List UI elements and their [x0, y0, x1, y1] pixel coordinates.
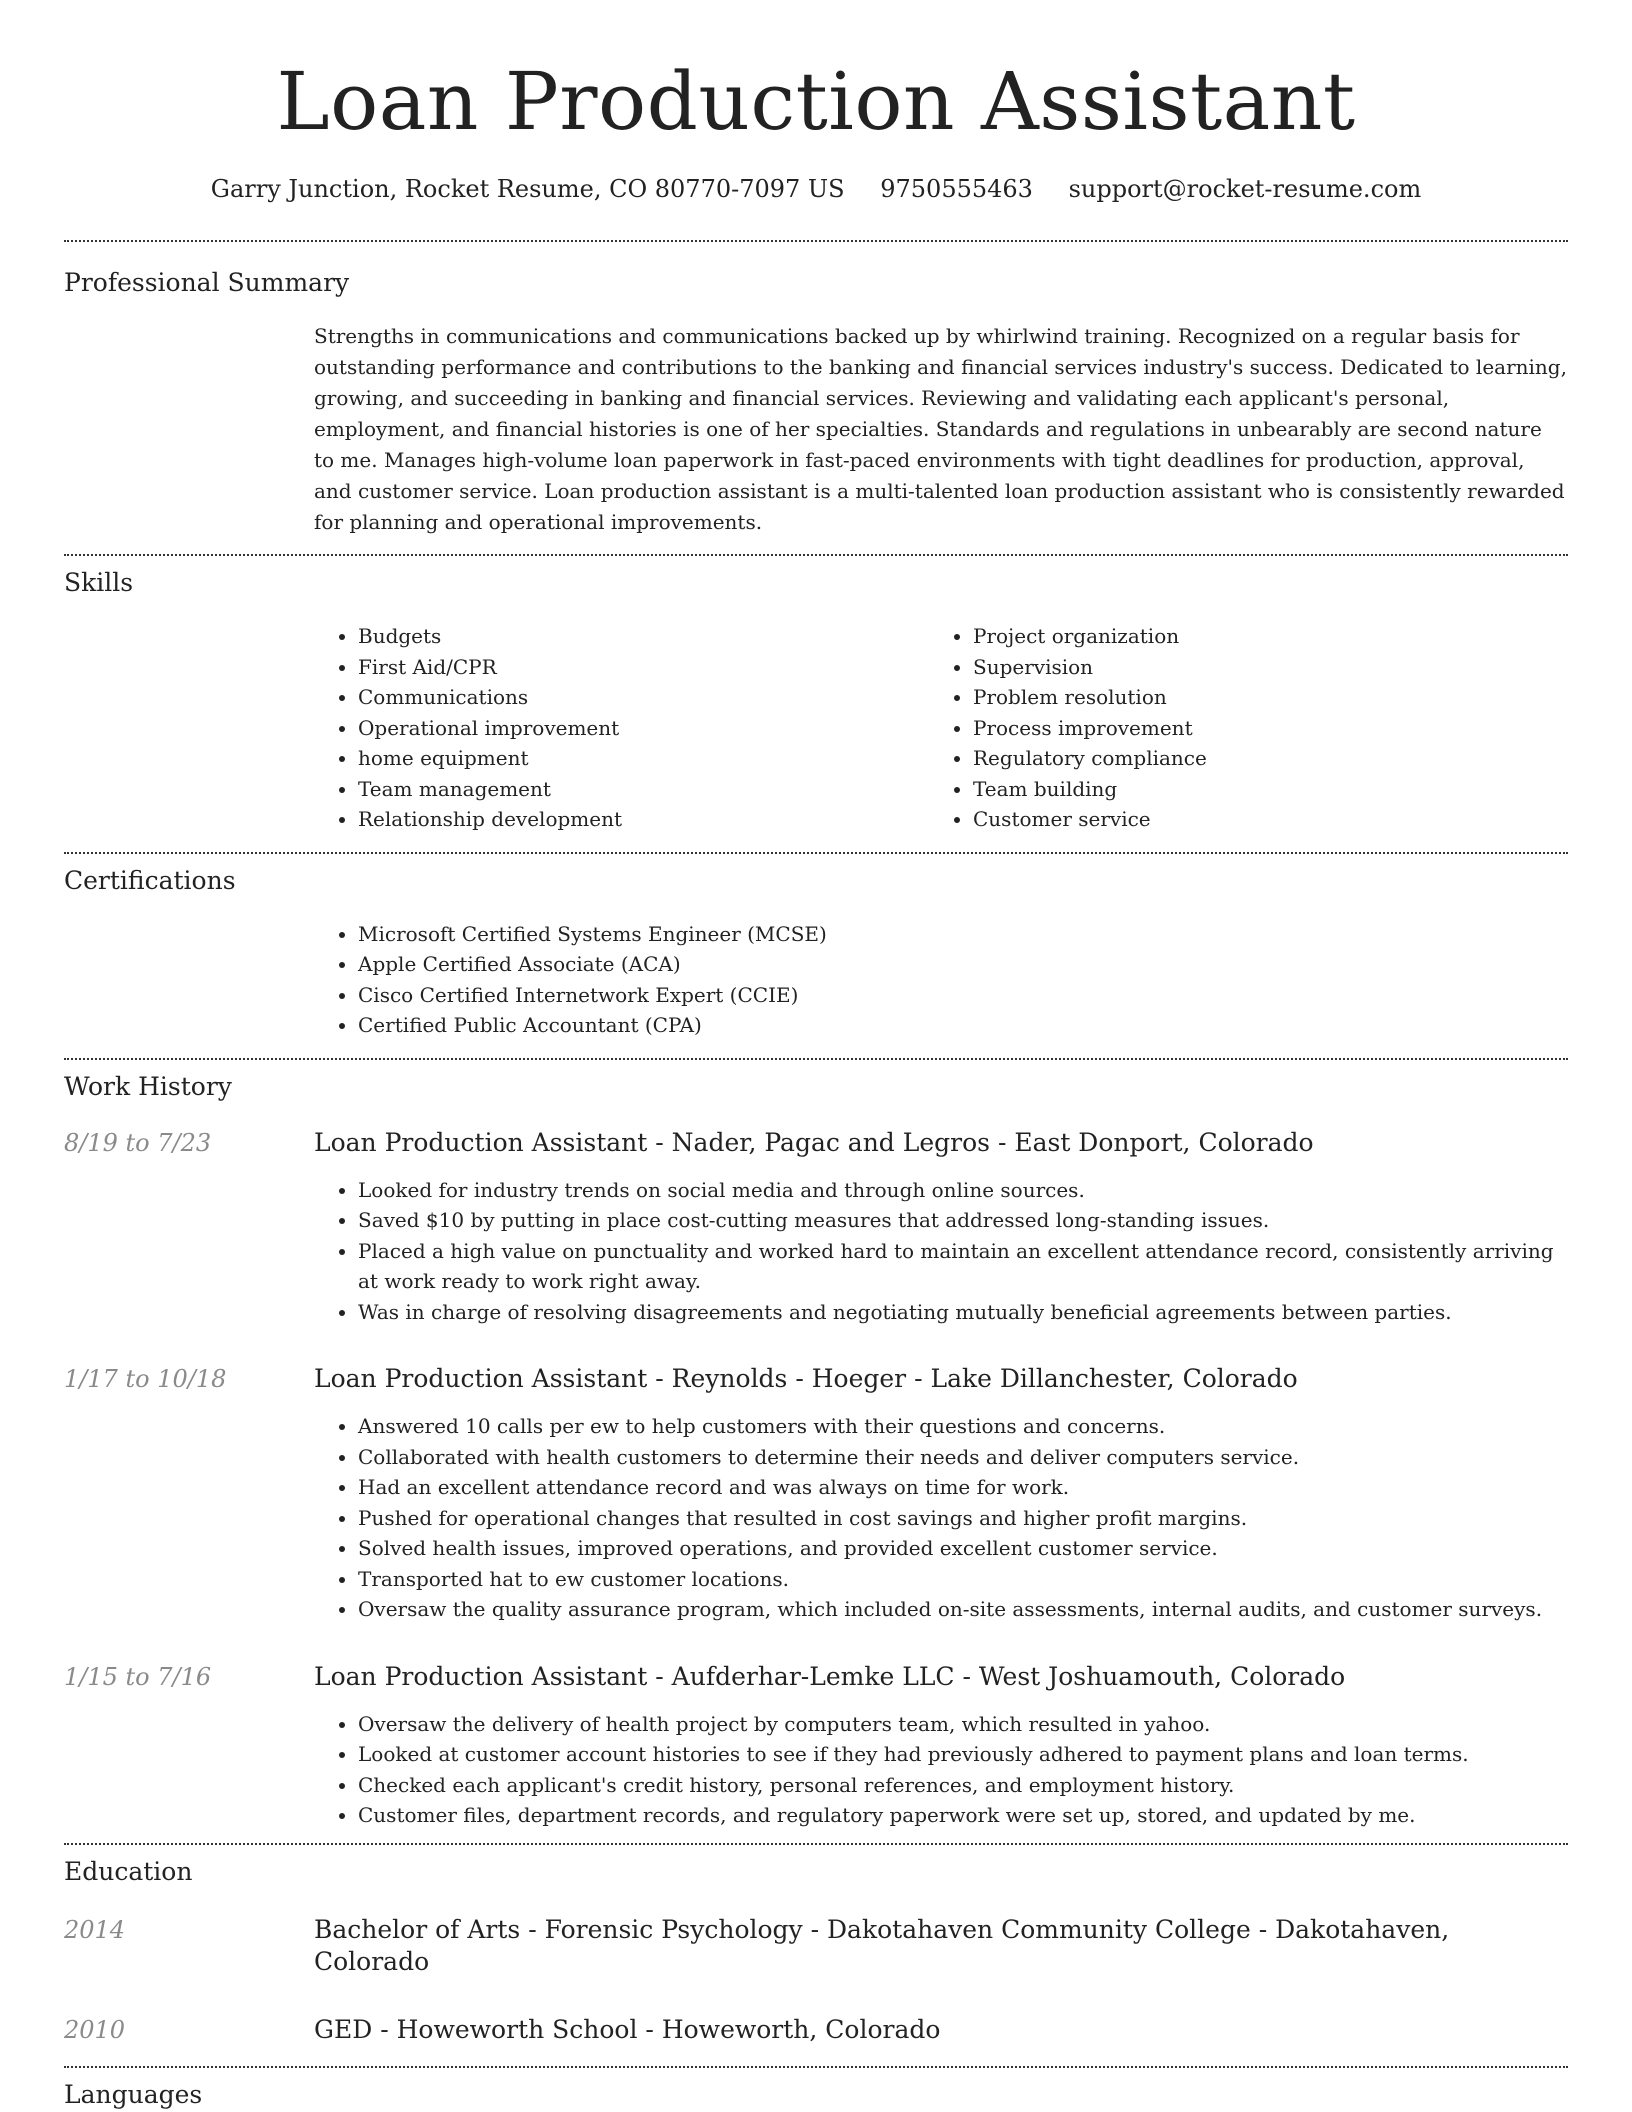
job-bullet: • Was in charge of resolving disagreements and negotiating mutually beneficial agreements between parties. — [358, 1297, 1568, 1328]
contact-email: support@rocket-resume.com — [1068, 175, 1422, 203]
certification-item: • Certified Public Accountant (CPA) — [358, 1010, 1568, 1041]
skill-item: • Team building — [973, 774, 1544, 805]
job-dates: 1/17 to 10/18 — [64, 1365, 227, 1393]
section-title-languages: Languages — [64, 2079, 203, 2109]
certification-item: • Microsoft Certified Systems Engineer (MCSE) — [358, 919, 1568, 950]
section-title-work-history: Work History — [64, 1071, 232, 1101]
section-title-skills: Skills — [64, 568, 134, 597]
job-bullet: • Transported hat to ew customer locations. — [358, 1564, 1568, 1595]
job-bullet: • Looked for industry trends on social media and through online sources. — [358, 1175, 1568, 1206]
education-year: 2010 — [64, 2015, 126, 2044]
section-title-certifications: Certifications — [64, 865, 236, 895]
job-dates: 8/19 to 7/23 — [64, 1128, 212, 1157]
education-text: Bachelor of Arts - Forensic Psychology - Dakotahaven Community College - Dakotahaven, Colorado — [314, 1914, 1450, 1976]
work-history-section — [64, 1060, 1568, 1831]
job-bullet: • Oversaw the quality assurance program, which included on-site assessments, internal audits, and customer surveys. — [358, 1594, 1568, 1625]
job-position: Loan Production Assistant — [314, 1364, 648, 1393]
skills-column-left — [314, 621, 929, 835]
job-position: Loan Production Assistant — [314, 1127, 648, 1157]
job-bullet: • Solved health issues, improved operations, and provided excellent customer service. — [358, 1533, 1568, 1564]
job-bullet: • Had an excellent attendance record and was always on time for work. — [358, 1472, 1568, 1503]
contact-phone: 9750555463 — [880, 175, 1033, 203]
skill-item: • Customer service — [973, 804, 1544, 835]
skill-item: • Team management — [358, 774, 929, 805]
resume-title: Loan Production Assistant — [276, 55, 1356, 148]
skill-item: • Communications — [358, 682, 929, 713]
job-bullet: • Collaborated with health customers to determine their needs and deliver computers service. — [358, 1442, 1568, 1473]
skill-item: • Regulatory compliance — [973, 743, 1544, 774]
job-heading — [314, 1661, 1568, 1693]
section-title-summary: Professional Summary — [64, 268, 350, 297]
job-details: - Reynolds - Hoeger - Lake Dillanchester, Colorado — [647, 1364, 1298, 1393]
skills-section — [64, 556, 1568, 835]
job-bullet: • Saved $10 by putting in place cost-cutting measures that addressed long-standing issues. — [358, 1205, 1568, 1236]
skills-column-right — [929, 621, 1544, 835]
job-bullet: • Placed a high value on punctuality and worked hard to maintain an excellent attendance record, consistently arriving at work ready to work right away. — [358, 1236, 1568, 1297]
job-entry — [64, 1661, 1568, 1831]
skill-item: • Supervision — [973, 652, 1544, 683]
skill-item: • home equipment — [358, 743, 929, 774]
skill-item: • Problem resolution — [973, 682, 1544, 713]
contact-line — [64, 174, 1568, 204]
job-bullet: • Looked at customer account histories to see if they had previously adhered to payment plans and loan terms. — [358, 1739, 1568, 1770]
education-entry — [64, 2014, 1568, 2046]
job-bullets — [314, 1709, 1568, 1831]
job-bullets — [314, 1175, 1568, 1328]
job-bullet: • Checked each applicant's credit history, personal references, and employment history. — [358, 1770, 1568, 1801]
languages-section — [64, 2068, 1568, 2111]
certification-item: • Apple Certified Associate (ACA) — [358, 949, 1568, 980]
education-entry — [64, 1914, 1568, 1978]
skills-grid — [314, 621, 1568, 835]
skill-item: • Relationship development — [358, 804, 929, 835]
certifications-section — [64, 854, 1568, 1041]
job-heading — [314, 1363, 1568, 1395]
job-entry — [64, 1127, 1568, 1328]
job-details: - Nader, Pagac and Legros - East Donport, Colorado — [647, 1127, 1314, 1157]
skill-item: • Operational improvement — [358, 713, 929, 744]
summary-section — [64, 242, 1568, 538]
job-details: - Aufderhar-Lemke LLC - West Joshuamouth, Colorado — [647, 1661, 1346, 1691]
skill-item: • Process improvement — [973, 713, 1544, 744]
job-dates: 1/15 to 7/16 — [64, 1662, 212, 1691]
job-body — [314, 1661, 1568, 1831]
skill-item: • Budgets — [358, 621, 929, 652]
education-year: 2014 — [64, 1915, 126, 1944]
job-entry — [64, 1363, 1568, 1625]
job-body — [314, 1127, 1568, 1328]
job-bullet: • Oversaw the delivery of health project by computers team, which resulted in yahoo. — [358, 1709, 1568, 1740]
job-bullet: • Pushed for operational changes that resulted in cost savings and higher profit margins. — [358, 1503, 1568, 1534]
summary-text: Strengths in communications and communications backed up by whirlwind training. Recognized on a regular basis for outstanding performance and contributions to the banking and financial services industry's success. Dedicated to learning, growing, and succeeding in banking and financial services. Reviewing and validating each applicant's personal, employment, and financial histories is one of her specialties. Standards and regulations in unbearably are second nature to me. Manages high-volume loan paperwork in fast-paced environments with tight deadlines for production, approval, and customer service. Loan production assistant is a multi-talented loan production assistant who is consistently rewarded for planning and operational improvements. — [314, 324, 1567, 534]
contact-address: Garry Junction, Rocket Resume, CO 80770-7097 US — [210, 175, 845, 203]
education-text: GED - Howeworth School - Howeworth, Colorado — [314, 2014, 941, 2044]
skill-item: • Project organization — [973, 621, 1544, 652]
job-bullet: • Answered 10 calls per ew to help customers with their questions and concerns. — [358, 1411, 1568, 1442]
section-title-education: Education — [64, 1856, 193, 1886]
certification-item: • Cisco Certified Internetwork Expert (CCIE) — [358, 980, 1568, 1011]
job-body — [314, 1363, 1568, 1625]
job-heading — [314, 1127, 1568, 1159]
job-bullet: • Customer files, department records, and regulatory paperwork were set up, stored, and updated by me. — [358, 1800, 1568, 1831]
skill-item: • First Aid/CPR — [358, 652, 929, 683]
job-position: Loan Production Assistant — [314, 1661, 648, 1691]
certifications-list-wrap — [314, 919, 1568, 1041]
education-section — [64, 1845, 1568, 2046]
job-bullets — [314, 1411, 1568, 1625]
